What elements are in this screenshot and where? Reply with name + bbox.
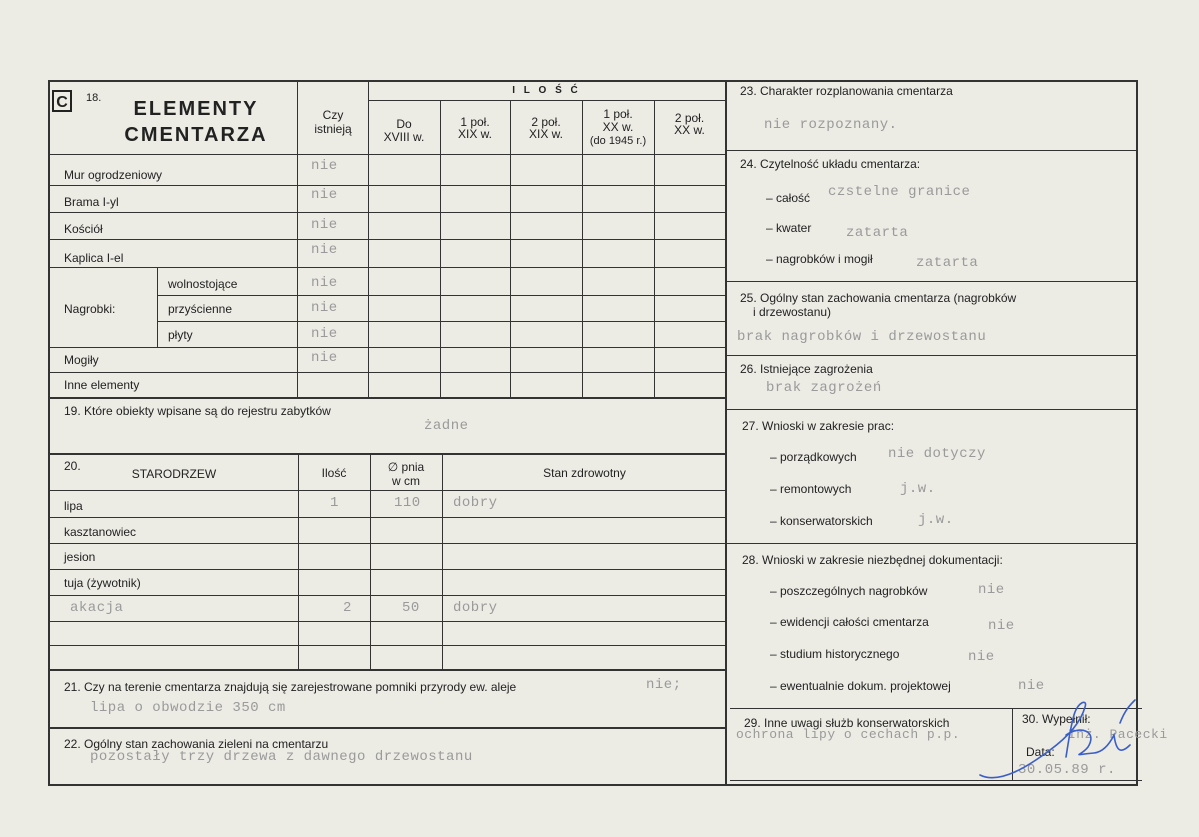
period-5-l1: 2 poł. [674, 111, 705, 125]
row-kaplica-value: nie [311, 242, 338, 258]
col-czy-line2: istnieją [314, 122, 352, 136]
s24-kwater-label: – kwater [766, 221, 812, 235]
s30-date-label: Data: [1026, 745, 1055, 759]
s28-nagrobkow-label: – poszczególnych nagrobków [770, 584, 928, 598]
period-4-l2: XX w. [602, 120, 634, 134]
s28-studium-value: nie [968, 649, 995, 665]
s18-header-bottom [48, 154, 726, 155]
s18-vline-p5 [654, 100, 655, 398]
tree-lipa-stan: dobry [453, 495, 498, 511]
s18-row-line [157, 295, 726, 296]
s23-bottom [726, 150, 1138, 151]
s26-value: brak zagrożeń [766, 380, 882, 396]
s18-bottom [48, 397, 726, 399]
s26-bottom [726, 409, 1138, 410]
s27-remontowych-value: j.w. [900, 481, 936, 497]
row-brama-label: Brama I-yl [64, 195, 119, 209]
s18-row-line [48, 239, 726, 240]
period-2-l1: 1 poł. [460, 115, 490, 129]
s18-row-line [48, 212, 726, 213]
s18-number: 18. [86, 92, 102, 104]
s18-vline-p4 [582, 100, 583, 398]
s20-col-name: STARODRZEW [131, 467, 217, 481]
nagrobki-label: Nagrobki: [64, 302, 116, 316]
row-inne-label: Inne elementy [64, 378, 140, 392]
s19-bottom [48, 453, 726, 455]
tree-kasztanowiec-label: kasztanowiec [64, 525, 137, 539]
row-mur-label: Mur ogrodzeniowy [64, 168, 163, 182]
s18-row-line [157, 321, 726, 322]
s20-row-line [48, 595, 726, 596]
tree-akacja-stan: dobry [453, 600, 498, 616]
s20-row-line [48, 517, 726, 518]
s24-bottom [726, 281, 1138, 282]
col-czy-line1: Czy [322, 108, 344, 122]
row-plyty-value: nie [311, 326, 338, 342]
period-2-l2: XIX w. [457, 127, 492, 141]
tree-akacja-ilosc: 2 [343, 600, 352, 616]
s28-ewidencji-value: nie [988, 618, 1015, 634]
s18-title-line2: CMENTARZA [124, 124, 268, 146]
row-przyscienne-value: nie [311, 300, 338, 316]
s18-row-line [48, 267, 726, 268]
row-kaplica-label: Kaplica I-el [64, 251, 124, 265]
period-4-l1: 1 poł. [603, 107, 633, 121]
s27-konserwatorskich-value: j.w. [918, 512, 954, 528]
s18-row-line [48, 372, 726, 373]
s28-ewidencji-label: – ewidencji całości cmentarza [770, 615, 929, 629]
s24-nagrobkow-label: – nagrobków i mogił [766, 252, 873, 266]
s21-bottom [48, 727, 726, 729]
s21-label: 21. Czy na terenie cmentarza znajdują się zarejestrowane pomniki przyrody ew. aleje [64, 680, 517, 694]
s18-row-line [48, 185, 726, 186]
s28-studium-label: – studium historycznego [770, 647, 900, 661]
s24-kwater-value: zatarta [846, 225, 909, 241]
s18-ilosc-line [368, 100, 725, 101]
row-przyscienne-label: przyścienne [168, 302, 233, 316]
row-kosciol-label: Kościół [64, 222, 103, 236]
s22-label: 22. Ogólny stan zachowania zieleni na cmentarzu [64, 737, 329, 751]
s20-bottom [48, 669, 726, 671]
s18-vline-p2 [440, 100, 441, 398]
s20-col-stan: Stan zdrowotny [543, 466, 626, 480]
tree-akacja-pien: 50 [402, 600, 420, 616]
s19-value: żadne [424, 418, 469, 434]
s25-bottom [726, 355, 1138, 356]
ilosc-header: I L O Ś Ć [512, 85, 581, 96]
tree-lipa-label: lipa [64, 499, 83, 513]
s30-name: Inż. Pacecki [1068, 727, 1168, 742]
s27-porzadkowych-value: nie dotyczy [888, 446, 986, 462]
tree-jesion-label: jesion [64, 550, 96, 564]
s21-answer: nie; [646, 677, 682, 693]
period-4-l3: (do 1945 r.) [589, 135, 647, 147]
s21-value: lipa o obwodzie 350 cm [90, 700, 286, 716]
nagrobki-vline [157, 267, 158, 347]
s28-label: 28. Wnioski w zakresie niezbędnej dokumentacji: [742, 553, 1003, 567]
row-mogily-label: Mogiły [64, 353, 99, 367]
s22-value: pozostały trzy drzewa z dawnego drzewostanu [90, 749, 473, 765]
row-plyty-label: płyty [168, 328, 193, 342]
s20-row-line [48, 645, 726, 646]
period-1-l1: Do [396, 117, 412, 131]
s20-vline [370, 455, 371, 670]
s25-value: brak nagrobków i drzewostanu [737, 329, 987, 345]
row-wolnostojace-label: wolnostojące [168, 277, 238, 291]
row-kosciol-value: nie [311, 217, 338, 233]
s28-projektowej-value: nie [1018, 678, 1045, 694]
s20-row-line [48, 490, 726, 491]
s20-col-pien-l2: w cm [392, 474, 420, 488]
row-mur-value: nie [311, 158, 338, 174]
row-brama-value: nie [311, 187, 338, 203]
signature-scribble [970, 695, 1140, 785]
section-letter-box: C [52, 90, 72, 112]
period-5-l2: XX w. [674, 123, 705, 137]
s27-remontowych-label: – remontowych [770, 482, 852, 496]
tree-akacja-label: akacja [70, 600, 124, 616]
s20-row-line [48, 621, 726, 622]
s24-label: 24. Czytelność układu cmentarza: [740, 157, 921, 171]
s18-vline-p3 [510, 100, 511, 398]
s26-label: 26. Istniejące zagrożenia [740, 362, 873, 376]
s27-porzadkowych-label: – porządkowych [770, 450, 857, 464]
row-mogily-value: nie [311, 350, 338, 366]
s20-row-line [48, 543, 726, 544]
s24-calosc-label: – całość [766, 191, 811, 205]
tree-tuja-label: tuja (żywotnik) [64, 576, 141, 590]
s20-number: 20. [64, 459, 81, 473]
s20-row-line [48, 569, 726, 570]
s23-value: nie rozpoznany. [764, 117, 898, 133]
s25-label-l2: i drzewostanu) [753, 305, 832, 319]
tree-lipa-pien: 110 [394, 495, 421, 511]
period-1-l2: XVIII w. [383, 130, 425, 144]
s27-bottom [726, 543, 1138, 544]
s20-col-ilosc: Ilość [321, 466, 347, 480]
s27-konserwatorskich-label: – konserwatorskich [770, 514, 873, 528]
s24-nagrobkow-value: zatarta [916, 255, 979, 271]
s27-label: 27. Wnioski w zakresie prac: [742, 419, 895, 433]
row-wolnostojace-value: nie [311, 275, 338, 291]
s18-title-line1: ELEMENTY [133, 98, 259, 120]
s29-value: ochrona lipy o cechach p.p. [736, 727, 961, 742]
s30-date: 30.05.89 r. [1018, 762, 1116, 778]
s23-label: 23. Charakter rozplanowania cmentarza [740, 84, 953, 98]
s29-label: 29. Inne uwagi służb konserwatorskich [744, 716, 950, 730]
s25-label-l1: 25. Ogólny stan zachowania cmentarza (nagrobków [740, 291, 1017, 305]
s18-row-line [48, 347, 726, 348]
s30-label: 30. Wypełnił: [1022, 712, 1091, 726]
s20-vline [442, 455, 443, 670]
s20-vline [298, 455, 299, 670]
s28-projektowej-label: – ewentualnie dokum. projektowej [770, 679, 951, 693]
s20-col-pien-l1: ∅ pnia [387, 460, 425, 474]
tree-lipa-ilosc: 1 [330, 495, 339, 511]
s28-nagrobkow-value: nie [978, 582, 1005, 598]
s24-calosc-value: czstelne granice [828, 184, 971, 200]
period-3-l2: XIX w. [528, 127, 563, 141]
s19-label: 19. Które obiekty wpisane są do rejestru zabytków [64, 404, 331, 418]
period-3-l1: 2 poł. [531, 115, 561, 129]
